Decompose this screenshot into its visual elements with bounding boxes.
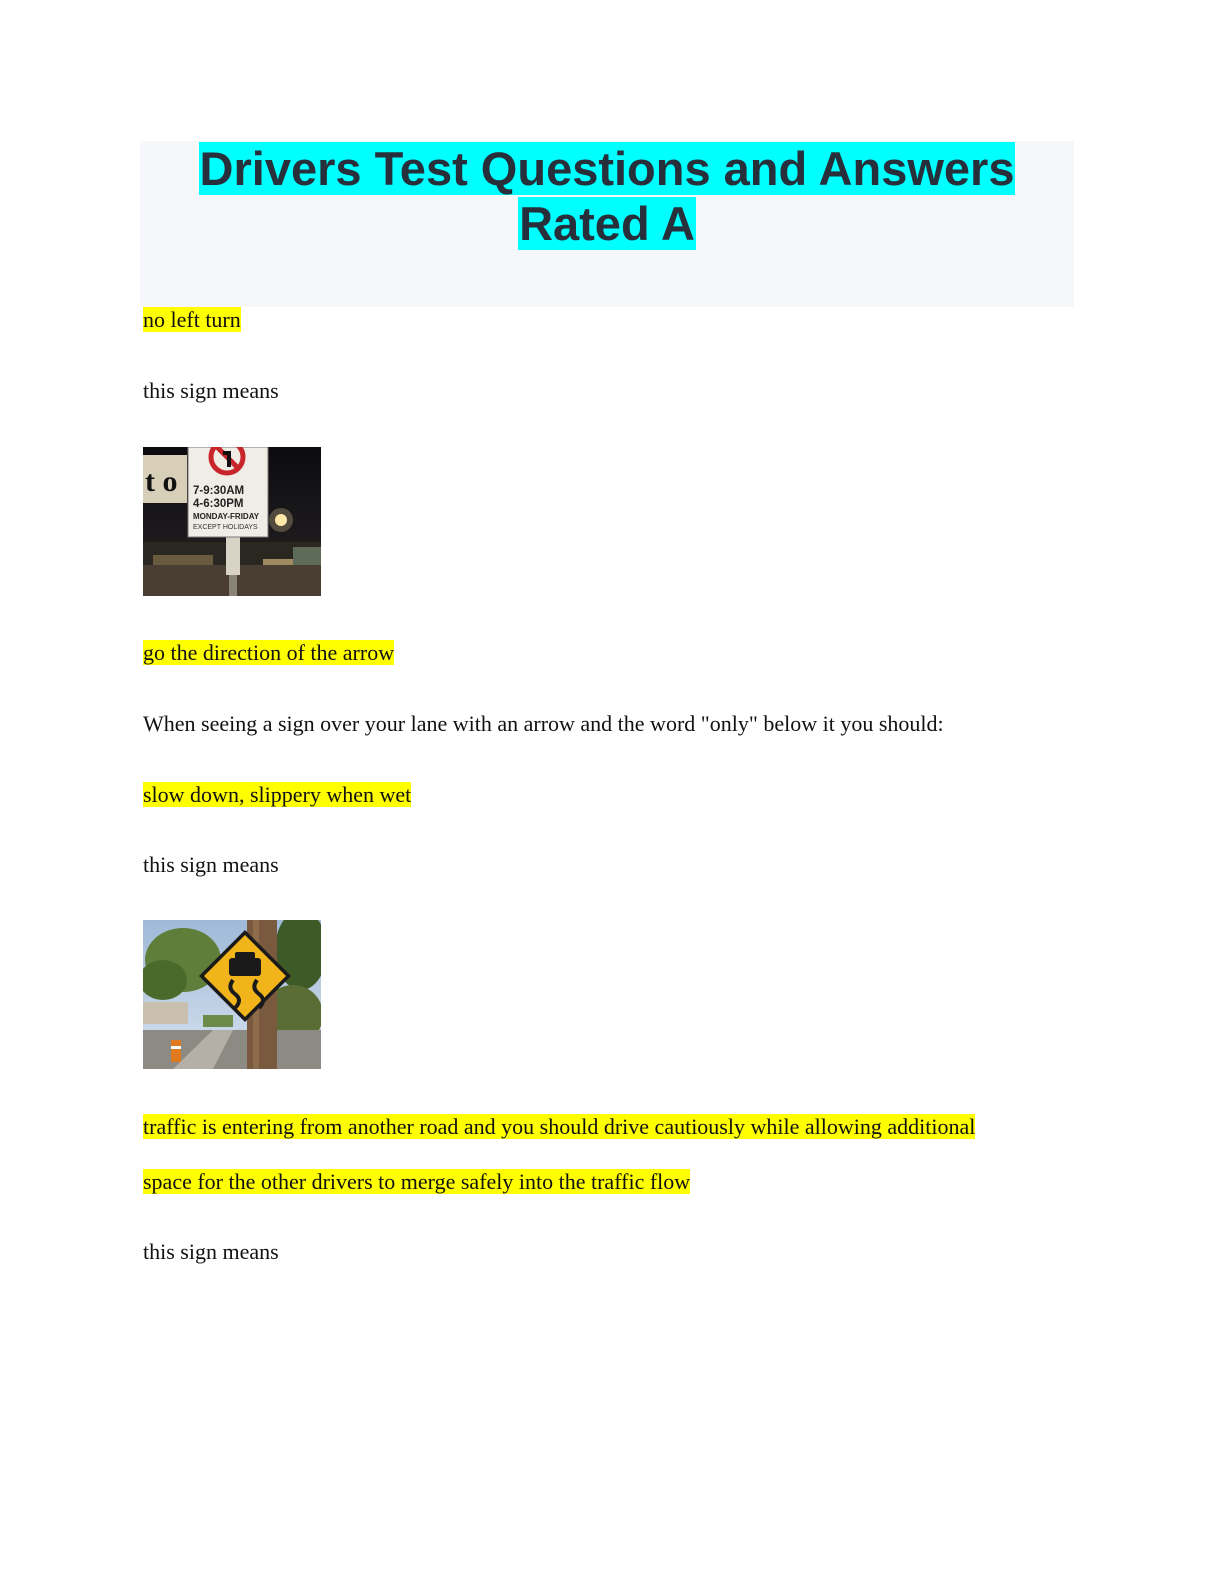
- photo1-sign-fragment: t o: [145, 465, 178, 498]
- title-line-1: Drivers Test Questions and Answers: [199, 142, 1015, 195]
- slippery-when-wet-sign-photo: [143, 920, 321, 1069]
- answer-3: slow down, slippery when wet: [143, 782, 412, 807]
- question-2: When seeing a sign over your lane with an arrow and the word "only" below it you should:: [143, 711, 944, 736]
- question-3: this sign means: [143, 852, 279, 877]
- answer-4-line-1: traffic is entering from another road and you should drive cautiously while allowing additional: [143, 1114, 976, 1139]
- no-left-turn-sign-photo: [143, 447, 321, 596]
- photo1-sign-line-1: 7-9:30AM: [193, 485, 245, 497]
- title-line-2: Rated A: [519, 197, 695, 250]
- answer-2: go the direction of the arrow: [143, 640, 395, 665]
- photo1-sign-line-3: MONDAY-FRIDAY: [193, 512, 260, 521]
- answer-1: no left turn: [143, 307, 241, 332]
- photo1-sign-line-2: 4-6:30PM: [193, 498, 244, 510]
- title-banner: [140, 141, 1074, 307]
- answer-4-line-2: space for the other drivers to merge safely into the traffic flow: [143, 1169, 691, 1194]
- photo1-sign-line-4: EXCEPT HOLIDAYS: [193, 524, 258, 531]
- question-1: this sign means: [143, 378, 279, 403]
- question-4: this sign means: [143, 1239, 279, 1264]
